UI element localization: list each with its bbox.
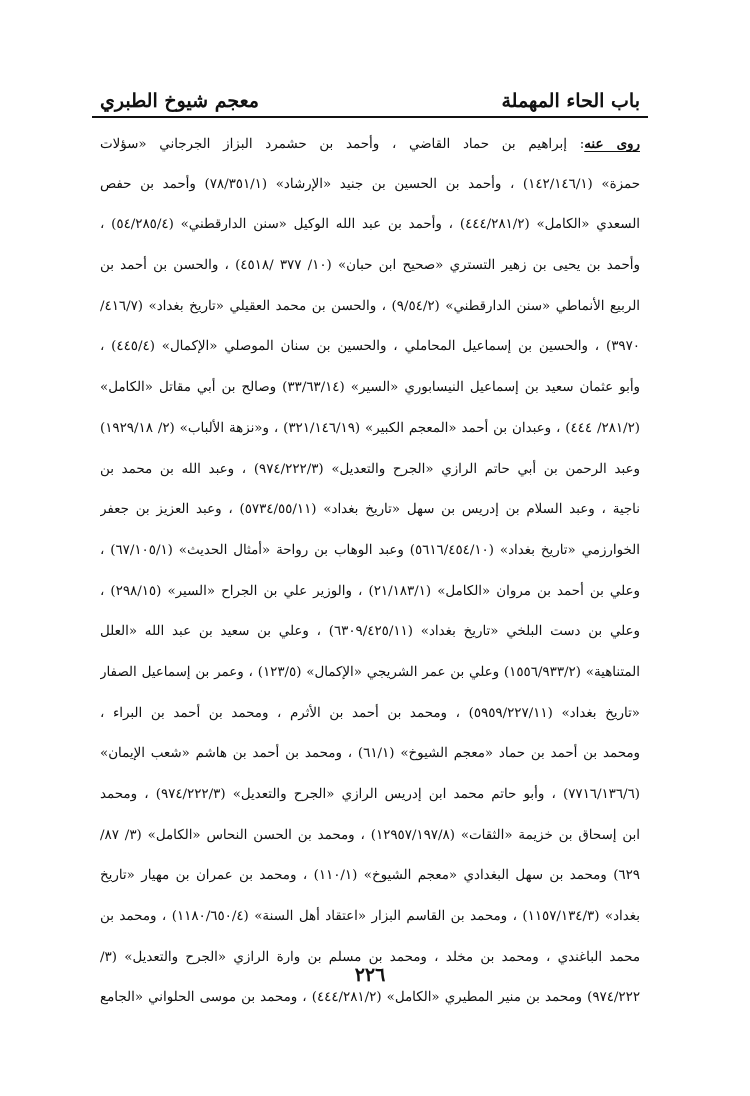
text-line	[100, 124, 640, 165]
text-line: ابن إسحاق بن خزيمة «الثقات» (١٢٩٥٧/١٩٧/٨) ، ومحمد بن الحسن النحاس «الكامل» (٣/ ٨٧/	[100, 827, 640, 843]
body-text	[100, 124, 640, 1019]
text-line: «تاريخ بغداد» (٥٩٥٩/٢٢٧/١١) ، ومحمد بن أحمد بن الأثرم ، ومحمد بن أحمد بن البراء ،	[100, 705, 640, 721]
text-line: ٦٢٩) ومحمد بن سهل البغدادي «معجم الشيوخ» (١١٠/١) ، ومحمد بن عمران بن مهيار «تاريخ	[100, 868, 640, 884]
text-line-content: : إبراهيم بن حماد القاضي ، وأحمد بن حشمرد البزاز الجرجاني «سؤلات	[100, 137, 585, 152]
text-line: وعلي بن دست البلخي «تاريخ بغداد» (٦٣٠٩/٤٢٥/١١) ، وعلي بن سعيد بن عبد الله «العلل	[100, 624, 640, 640]
page-number: ٢٢٦	[354, 964, 386, 986]
text-line: وعلي بن أحمد بن مروان «الكامل» (٢١/١٨٣/١) ، والوزير علي بن الجراح «السير» (٢٩٨/١٥) ،	[100, 583, 640, 599]
text-line: ٣٩٧٠) ، والحسين بن إسماعيل المحاملي ، والحسين بن سنان الموصلي «الإكمال» (٤٤٥/٤) ،	[100, 339, 640, 355]
text-line: (٧٧١٦/١٣٦/٦) ، وأبو حاتم محمد ابن إدريس الرازي «الجرح والتعديل» (٩٧٤/٢٢٢/٣) ، ومحمد	[100, 787, 640, 802]
text-line: محمد الباغندي ، ومحمد بن مخلد ، ومحمد بن مسلم بن وارة الرازي «الجرح والتعديل» (٣/	[100, 949, 640, 965]
text-line: السعدي «الكامل» (٤٤٤/٢٨١/٢) ، وأحمد بن عبد الله الوكيل «سنن الدارقطني» (٥٤/٢٨٥/٤) ،	[100, 217, 640, 233]
text-line: حمزة» (١٤٢/١٤٦/١) ، وأحمد بن الحسين بن جنيد «الإرشاد» (٧٨/٣٥١/١) وأحمد بن حفص	[100, 176, 640, 192]
text-line: وعبد الرحمن بن أبي حاتم الرازي «الجرح والتعديل» (٩٧٤/٢٢٢/٣) ، وعبد الله بن محمد بن	[100, 461, 640, 477]
text-line: وأبو عثمان سعيد بن إسماعيل النيسابوري «السير» (٣٣/٦٣/١٤) وصالح بن أبي مقاتل «الكامل»	[100, 380, 640, 396]
book-title: معجم شيوخ الطبري	[100, 90, 259, 112]
text-line: (٢٨١/٢/ ٤٤٤) ، وعبدان بن أحمد «المعجم الكبير» (٣٢١/١٤٦/١٩) ، و«نزهة الألباب» (٢/ ١٩٢٩/١٨)	[100, 420, 640, 436]
text-line: بغداد» (١١٥٧/١٣٤/٣) ، ومحمد بن القاسم البزار «اعتقاد أهل السنة» (١١٨٠/٦٥٠/٤) ، ومحمد بن	[100, 909, 640, 925]
text-line: ٩٧٤/٢٢٢) ومحمد بن منير المطيري «الكامل» (٤٤٤/٢٨١/٢) ، ومحمد بن موسى الحلواني «الجامع	[100, 990, 640, 1006]
page-header	[100, 84, 640, 114]
header-divider	[92, 116, 648, 118]
chapter-title: باب الحاء المهملة	[501, 90, 640, 112]
text-line: المتناهية» (١٥٥٦/٩٣٣/٢) وعلي بن عمر الشريجي «الإكمال» (١٢٣/٥) ، وعمر بن إسماعيل الصفار	[100, 664, 640, 680]
text-line: ناجية ، وعبد السلام بن إدريس بن سهل «تاريخ بغداد» (٥٧٣٤/٥٥/١١) ، وعبد العزيز بن جعفر	[100, 502, 640, 518]
text-line: الربيع الأنماطي «سنن الدارقطني» (٩/٥٤/٢) ، والحسن بن محمد العقيلي «تاريخ بغداد» (٤١٦/٧/	[100, 298, 640, 314]
text-line: ومحمد بن أحمد بن حماد «معجم الشيوخ» (٦١/١) ، ومحمد بن أحمد بن هاشم «شعب الإيمان»	[100, 746, 640, 762]
text-line: الخوارزمي «تاريخ بغداد» (٥٦١٦/٤٥٤/١٠) وعبد الوهاب بن رواحة «أمثال الحديث» (٦٧/١٠٥/١) ،	[100, 542, 640, 558]
lead-phrase: روى عنه	[584, 136, 640, 152]
text-line: وأحمد بن يحيى بن زهير التستري «صحيح ابن حبان» (١٠/ ٣٧٧ /٤٥١٨) ، والحسن بن أحمد بن	[100, 258, 640, 274]
